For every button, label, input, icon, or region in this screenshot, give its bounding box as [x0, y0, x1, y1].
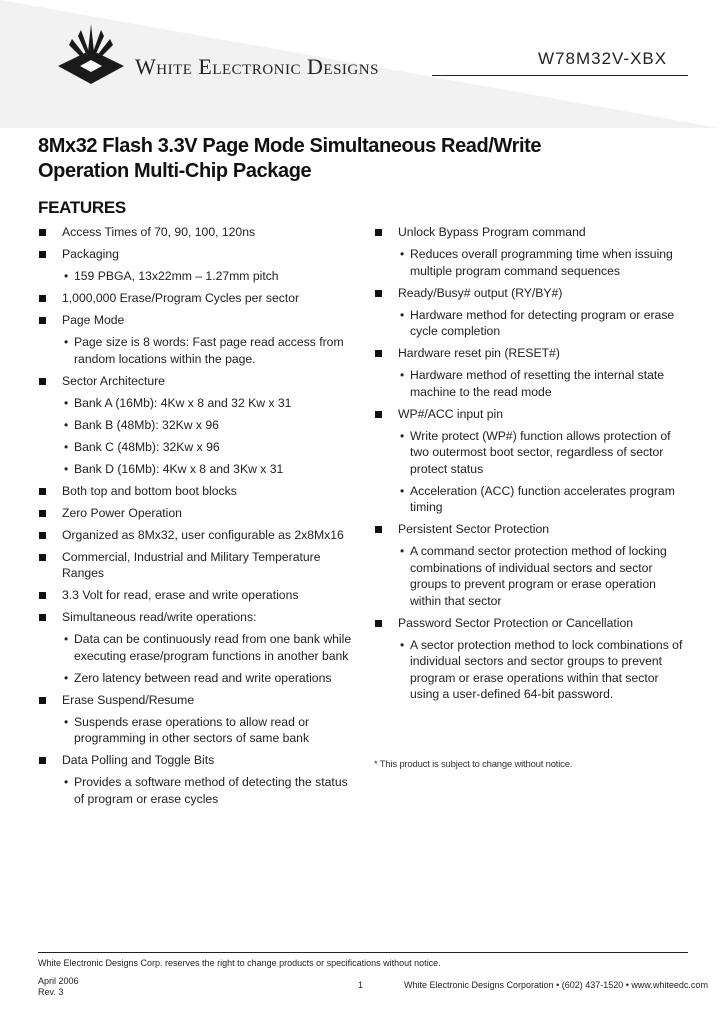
bullet-dot-icon: • [400, 428, 405, 443]
features-left-column [38, 224, 356, 813]
feature-text: 1,000,000 Erase/Program Cycles per sector [62, 291, 300, 305]
feature-sub-item [38, 334, 356, 367]
feature-sub-text: A command sector protection method of locking combinations of individual sectors and sector groups to prevent program or erase operation within that sector [410, 544, 667, 608]
feature-sub-text: Bank B (48Mb): 32Kw x 96 [74, 417, 219, 432]
feature-text: Erase Suspend/Resume [62, 692, 195, 707]
feature-sub-text: Hardware method for detecting program or erase cycle completion [410, 307, 675, 338]
square-bullet-icon [39, 488, 46, 495]
square-bullet-icon [375, 290, 382, 297]
feature-sub-item [38, 670, 356, 687]
square-bullet-icon [39, 697, 46, 704]
square-bullet-icon [39, 251, 46, 258]
feature-sub-item [38, 439, 356, 456]
bullet-dot-icon: • [400, 247, 405, 261]
feature-item [38, 373, 356, 390]
feature-sub-text: Page size is 8 words: Fast page read access from random locations within the page. [74, 335, 344, 366]
feature-text: Persistent Sector Protection [398, 522, 550, 536]
feature-sub-item [38, 417, 356, 434]
feature-item [374, 615, 690, 632]
bullet-dot-icon: • [64, 714, 69, 729]
square-bullet-icon [39, 510, 46, 517]
square-bullet-icon [39, 532, 46, 539]
feature-item [374, 521, 690, 538]
feature-sub-item [374, 428, 690, 478]
feature-sub-text: Bank D (16Mb): 4Kw x 8 and 3Kw x 31 [74, 461, 284, 476]
feature-text: Password Sector Protection or Cancellation [398, 615, 634, 630]
square-bullet-icon [375, 350, 382, 357]
feature-sub-text: A sector protection method to lock combinations of individual sectors and sector groups to prevent program or erase operations within that sector using a user-defined 64-bit password. [410, 637, 683, 701]
features-heading: FEATURES [38, 198, 126, 217]
footer-notice: White Electronic Designs Corp. reserves the right to change products or specifications without notice. [38, 958, 441, 968]
feature-item [38, 224, 356, 241]
square-bullet-icon [39, 554, 46, 561]
square-bullet-icon [39, 229, 46, 236]
feature-item [38, 692, 356, 709]
square-bullet-icon [39, 592, 46, 599]
feature-text: 3.3 Volt for read, erase and write operations [62, 588, 299, 602]
square-bullet-icon [375, 526, 382, 533]
feature-sub-item [38, 631, 356, 664]
feature-item [38, 609, 356, 626]
feature-sub-item [38, 714, 356, 747]
feature-text: Commercial, Industrial and Military Temperature Ranges [62, 549, 321, 580]
feature-text: WP#/ACC input pin [398, 406, 503, 421]
feature-text: Simultaneous read/write operations: [62, 610, 257, 624]
bullet-dot-icon: • [400, 544, 405, 558]
feature-item [38, 527, 356, 544]
feature-text: Zero Power Operation [62, 505, 182, 520]
feature-sub-text: Data can be continuously read from one bank while executing erase/program functions in another bank [74, 632, 352, 663]
feature-sub-item [374, 483, 690, 516]
bullet-dot-icon: • [400, 307, 405, 322]
feature-item [374, 345, 690, 362]
square-bullet-icon [375, 620, 382, 627]
feature-sub-text: Bank A (16Mb): 4Kw x 8 and 32 Kw x 31 [74, 395, 292, 410]
bullet-dot-icon: • [64, 632, 69, 646]
part-number: W78M32V-XBX [538, 49, 668, 68]
footer-rule [38, 952, 688, 953]
feature-text: Access Times of 70, 90, 100, 120ns [62, 225, 256, 239]
feature-item [38, 587, 356, 604]
feature-item [38, 312, 356, 329]
feature-sub-text: Zero latency between read and write operations [74, 670, 332, 685]
page-number: 1 [358, 980, 364, 990]
square-bullet-icon [39, 378, 46, 385]
square-bullet-icon [375, 411, 382, 418]
bullet-dot-icon: • [400, 483, 405, 498]
bullet-dot-icon: • [400, 368, 405, 382]
header-rule [432, 75, 688, 76]
square-bullet-icon [39, 614, 46, 621]
company-logo [50, 22, 132, 88]
bullet-dot-icon: • [64, 461, 69, 476]
feature-sub-item [38, 774, 356, 807]
feature-sub-text: Bank C (48Mb): 32Kw x 96 [74, 439, 220, 454]
feature-text: Ready/Busy# output (RY/BY#) [398, 285, 563, 300]
company-name: White Electronic Designs [135, 54, 379, 79]
bullet-dot-icon: • [64, 269, 69, 283]
feature-item [374, 285, 690, 302]
feature-item [38, 505, 356, 522]
change-notice: * This product is subject to change without notice. [374, 759, 573, 770]
feature-text: Packaging [62, 247, 119, 261]
feature-item [374, 224, 690, 241]
square-bullet-icon [39, 757, 46, 764]
feature-text: Unlock Bypass Program command [398, 225, 586, 239]
feature-sub-text: Provides a software method of detecting the status of program or erase cycles [74, 775, 348, 806]
bullet-dot-icon: • [64, 439, 69, 454]
bullet-dot-icon: • [64, 335, 69, 349]
feature-item [38, 290, 356, 307]
title-line-1: 8Mx32 Flash 3.3V Page Mode Simultaneous Read/Write [38, 135, 542, 157]
feature-item [38, 246, 356, 263]
bullet-dot-icon: • [64, 775, 69, 789]
feature-sub-text: Reduces overall programming time when issuing multiple program command sequences [410, 247, 673, 278]
bullet-dot-icon: • [64, 395, 69, 410]
feature-sub-item [374, 543, 690, 609]
feature-sub-text: 159 PBGA, 13x22mm – 1.27mm pitch [74, 269, 279, 283]
feature-text: Organized as 8Mx32, user configurable as 2x8Mx16 [62, 527, 344, 542]
bullet-dot-icon: • [64, 417, 69, 432]
document-title [38, 134, 688, 184]
square-bullet-icon [39, 317, 46, 324]
feature-text: Page Mode [62, 313, 125, 327]
feature-sub-item [374, 246, 690, 279]
feature-item [374, 406, 690, 423]
feature-item [38, 752, 356, 769]
footer-revision: Rev. 3 [38, 987, 64, 997]
bullet-dot-icon: • [64, 670, 69, 685]
feature-sub-item [374, 307, 690, 340]
square-bullet-icon [39, 295, 46, 302]
feature-sub-text: Acceleration (ACC) function accelerates program timing [410, 483, 675, 514]
feature-sub-text: Write protect (WP#) function allows protection of two outermost boot sector, regardless of sector protect status [410, 428, 671, 476]
feature-item [38, 549, 356, 582]
features-right-column [374, 224, 690, 708]
feature-text: Data Polling and Toggle Bits [62, 753, 215, 767]
feature-item [38, 483, 356, 500]
feature-sub-item [38, 461, 356, 478]
feature-sub-item [38, 395, 356, 412]
bullet-dot-icon: • [400, 637, 405, 652]
feature-sub-text: Suspends erase operations to allow read or programming in other sectors of same bank [74, 714, 310, 745]
footer-corporation: White Electronic Designs Corporation • (602) 437-1520 • www.whiteedc.com [404, 980, 708, 990]
title-line-2: Operation Multi-Chip Package [38, 160, 312, 182]
feature-text: Both top and bottom boot blocks [62, 483, 237, 498]
feature-text: Sector Architecture [62, 373, 165, 388]
square-bullet-icon [375, 229, 382, 236]
feature-sub-item [374, 367, 690, 400]
feature-sub-item [374, 637, 690, 703]
feature-text: Hardware reset pin (RESET#) [398, 346, 560, 360]
feature-sub-text: Hardware method of resetting the internal state machine to the read mode [410, 368, 665, 399]
feature-sub-item [38, 268, 356, 285]
footer-date: April 2006 [38, 976, 79, 986]
